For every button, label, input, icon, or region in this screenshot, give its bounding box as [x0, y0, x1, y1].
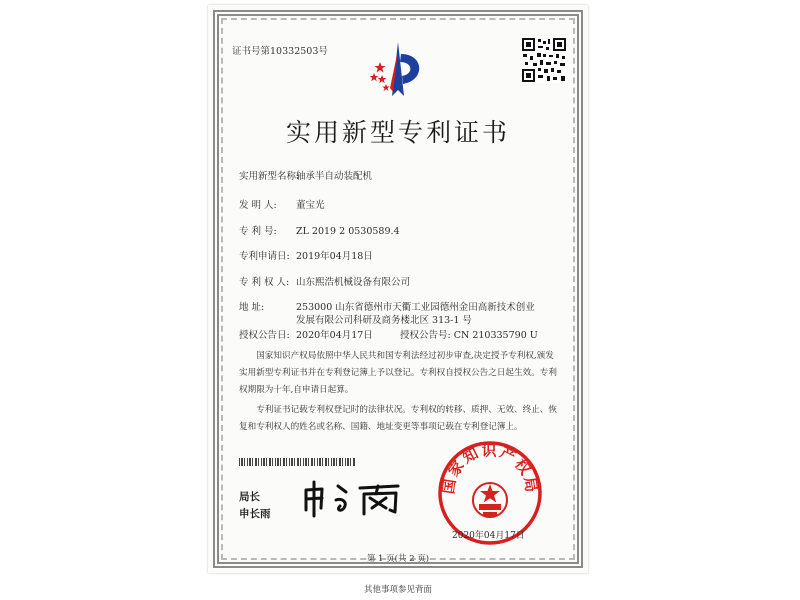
certificate-number-value: 10332503 — [270, 46, 319, 57]
address-label: 地 址: — [239, 302, 265, 313]
certificate-number-label: 证书号第 — [232, 46, 271, 57]
field-label: 专 利 权 人: — [239, 277, 290, 288]
paragraph-grant: 国家知识产权局依照中华人民共和国专利法经过初步审查,决定授予专利权,颁发实用新型专利证书并在专利登记簿上予以登记。专利权自授权公告之日起生效。专利权期限为十年,自申请日起算。 — [239, 351, 557, 395]
page-number: 第 1 页(共 2 页) — [366, 554, 430, 564]
field-value: ZL 2019 2 0530589.4 — [296, 226, 400, 237]
announcement-date — [239, 327, 373, 341]
field-application-date — [239, 248, 373, 262]
field-label: 实用新型名称: — [239, 171, 300, 182]
address-line-2: 发展有限公司科研及商务楼北区 313-1 号 — [296, 315, 472, 326]
field-value: 董宝光 — [296, 200, 325, 211]
field-value: 轴承半自动装配机 — [296, 171, 373, 182]
certificate-number-suffix: 号 — [318, 46, 328, 57]
field-patent-number — [239, 223, 400, 237]
field-address — [239, 299, 535, 313]
address-line-1: 253000 山东省德州市天衢工业园德州金田高新技术创业 — [296, 302, 535, 313]
patent-office-emblem-icon — [362, 40, 434, 100]
handwritten-signature — [298, 478, 408, 518]
announcement-date-value: 2020年04月17日 — [296, 330, 373, 341]
field-label: 专利申请日: — [239, 251, 290, 262]
footer-note: 其他事项参见背面 — [363, 585, 432, 595]
barcode — [239, 458, 357, 466]
paragraph-record: 专利证书记载专利权登记时的法律状况。专利权的转移、质押、无效、终止、恢复和专利权人的姓名或名称、国籍、地址变更等事项记载在专利登记簿上。 — [239, 405, 557, 432]
certificate-number — [232, 43, 328, 57]
certificate-title: 实用新型专利证书 — [285, 118, 510, 147]
field-patentee — [239, 274, 410, 288]
director-title: 局长 — [239, 491, 260, 503]
field-inventor — [239, 197, 325, 211]
announcement-number-value: CN 210335790 U — [453, 330, 538, 341]
announcement-number-label: 授权公告号: — [400, 330, 451, 341]
seal-date: 2020年04月17日 — [452, 531, 525, 541]
field-value: 山东熙浩机械设备有限公司 — [296, 277, 411, 288]
qr-code — [521, 37, 567, 83]
field-label: 专 利 号: — [239, 226, 277, 237]
announcement-date-label: 授权公告日: — [239, 330, 290, 341]
field-value: 2019年04月18日 — [296, 251, 373, 262]
seal-text: 国家知识产权局 — [439, 441, 541, 496]
director-name: 申长雨 — [239, 508, 271, 520]
field-utility-model-name — [239, 168, 372, 182]
field-label: 发 明 人: — [239, 200, 277, 211]
announcement-number — [400, 327, 538, 341]
